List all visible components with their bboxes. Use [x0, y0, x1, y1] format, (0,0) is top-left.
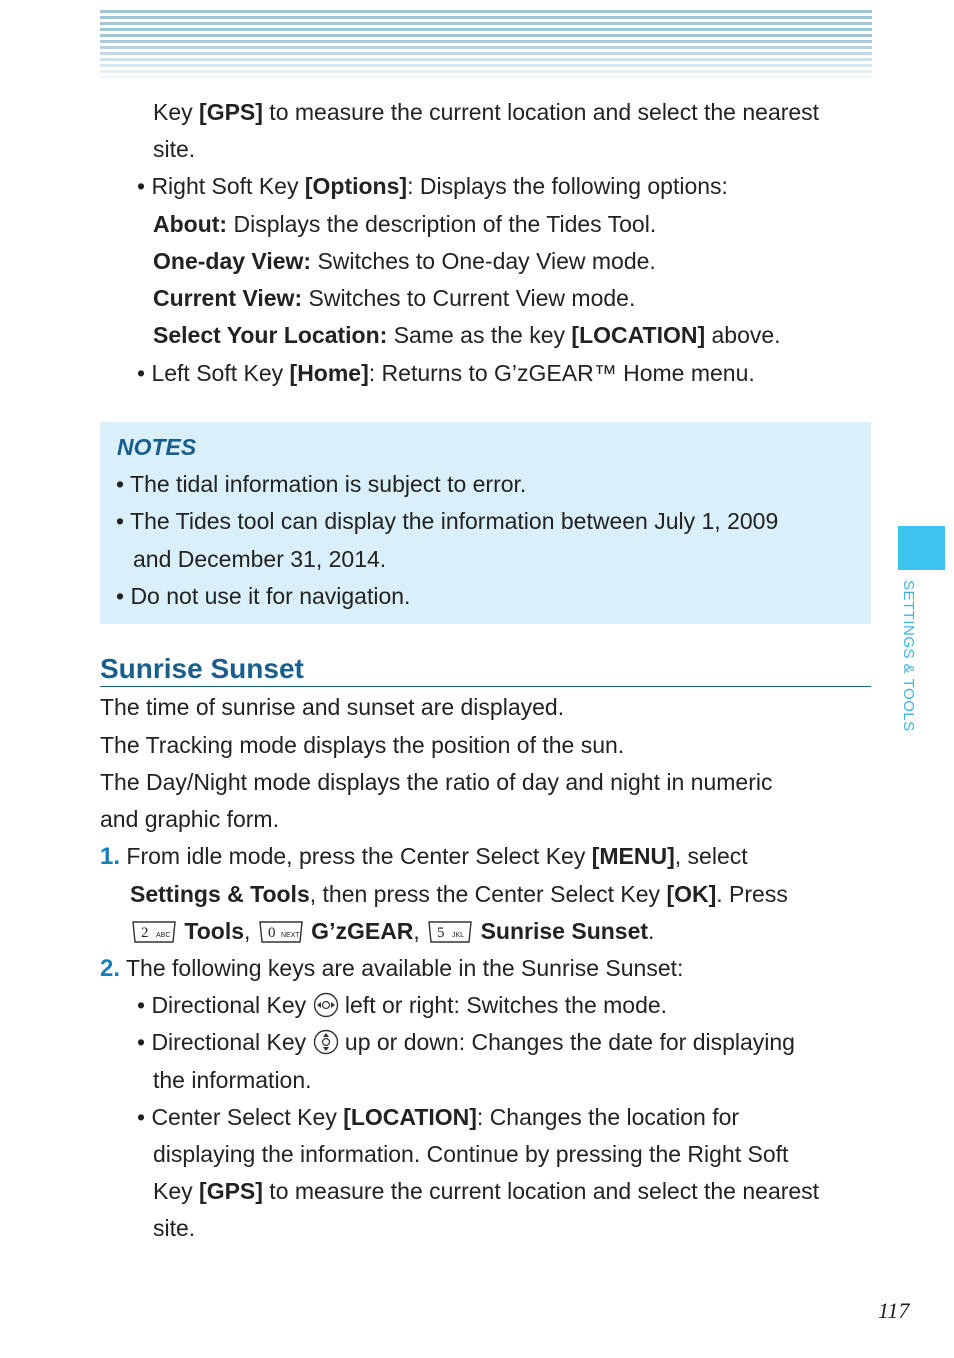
- step-1-keys: 2 ABC Tools, 0 NEXT G’zGEAR, 5 JKL Sunrise Sunset.: [130, 913, 654, 950]
- key-2-icon: [130, 918, 178, 942]
- step-number: 1.: [100, 843, 121, 870]
- step-1: 1. From idle mode, press the Center Select Key [MENU], select: [100, 843, 748, 870]
- note-item-continued: and December 31, 2014.: [133, 546, 387, 572]
- notes-title: NOTES: [117, 434, 197, 460]
- option-current-view: Current View: Switches to Current View mode.: [153, 285, 636, 311]
- svg-text:NEXT: NEXT: [280, 932, 300, 939]
- section-divider: [100, 686, 871, 687]
- step-2: 2. The following keys are available in the Sunrise Sunset:: [100, 955, 684, 982]
- directional-up-down-bullet: • Directional Key up or down: Changes the date for displaying: [137, 1029, 795, 1055]
- directional-up-down-icon: [313, 1029, 339, 1055]
- site-line: site.: [153, 136, 196, 162]
- section-paragraph: The Tracking mode displays the position of the sun.: [100, 732, 625, 758]
- step-number: 2.: [100, 955, 121, 982]
- option-about: About: Displays the description of the Tides Tool.: [153, 211, 657, 237]
- center-select-bullet: • Center Select Key [LOCATION]: Changes the location for: [137, 1104, 740, 1130]
- svg-text:0: 0: [267, 925, 276, 941]
- option-select-location: Select Your Location: Same as the key [LOCATION] above.: [153, 322, 781, 348]
- chapter-tab: [898, 526, 945, 570]
- option-one-day-view: One-day View: Switches to One-day View mode.: [153, 248, 656, 274]
- svg-text:2: 2: [141, 925, 149, 941]
- note-item: • Do not use it for navigation.: [116, 583, 411, 609]
- bullet-continued: site.: [153, 1215, 196, 1241]
- home-bullet: • Left Soft Key [Home]: Returns to G’zGEAR™ Home menu.: [137, 360, 755, 386]
- header-banner: [100, 10, 872, 78]
- bullet-continued: Key [GPS] to measure the current location and select the nearest: [153, 1178, 820, 1204]
- gps-line: Key [GPS] to measure the current location and select the nearest: [153, 99, 820, 125]
- section-title: Sunrise Sunset: [100, 653, 304, 684]
- note-item: • The tidal information is subject to error.: [116, 471, 527, 497]
- key-0-icon: [257, 918, 305, 942]
- directional-left-right-icon: [313, 992, 339, 1018]
- svg-text:5: 5: [437, 925, 445, 941]
- page-number: 117: [878, 1298, 910, 1323]
- svg-text:ABC: ABC: [156, 932, 171, 939]
- bullet-continued: the information.: [153, 1067, 312, 1093]
- note-item: • The Tides tool can display the information between July 1, 2009: [116, 508, 779, 534]
- directional-left-right-bullet: • Directional Key left or right: Switches the mode.: [137, 992, 668, 1018]
- key-5-icon: [426, 918, 474, 942]
- options-bullet: • Right Soft Key [Options]: Displays the following options:: [137, 173, 728, 199]
- section-paragraph: and graphic form.: [100, 806, 279, 832]
- bullet-continued: displaying the information. Continue by pressing the Right Soft: [153, 1141, 789, 1167]
- chapter-label: SETTINGS & TOOLS: [900, 580, 917, 732]
- section-paragraph: The Day/Night mode displays the ratio of day and night in numeric: [100, 769, 773, 795]
- section-paragraph: The time of sunrise and sunset are displayed.: [100, 694, 565, 720]
- step-1-line-2: Settings & Tools, then press the Center Select Key [OK]. Press: [130, 881, 788, 907]
- svg-text:JKL: JKL: [452, 932, 465, 939]
